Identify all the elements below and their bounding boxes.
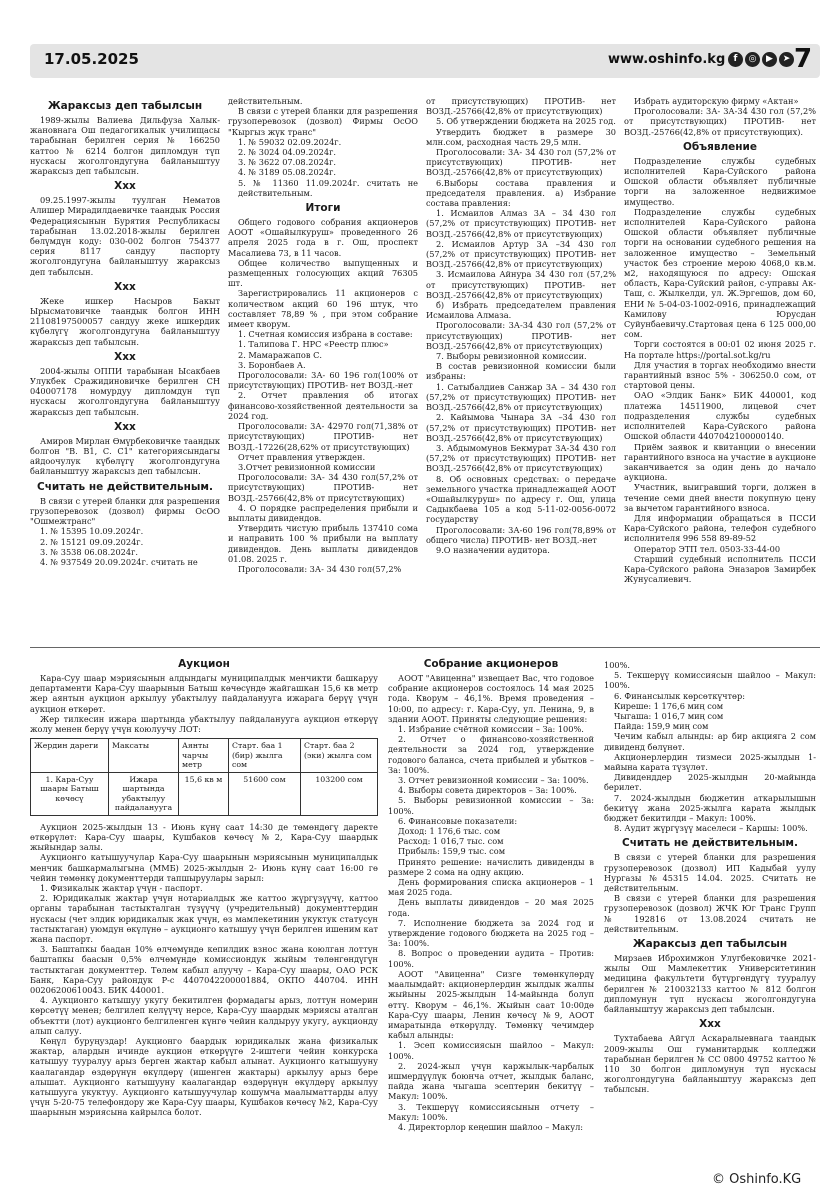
table-header: Старт. баа 2 (эки) жылга сом bbox=[301, 739, 378, 773]
table-header: Жердин дареги bbox=[31, 739, 109, 773]
notice-text: 8. Об основных средствах: о передаче земельного участка принадлежащей АООТ «Ошайылкуруш» по адресу г. Ош, улица Садыкбаева 105 а код 5-11-02-0056-0072 государству bbox=[426, 473, 616, 525]
notice-text: Оператор ЭТП тел. 0503-33-44-00 bbox=[634, 543, 781, 554]
notice-text: 1. Исмаилов Алмаз 3А – 34 430 гол (57,2% от присутствующих) ПРОТИВ- нет ВОЗД.-25766(42,8% от присутствующих) bbox=[426, 208, 616, 239]
list-item: 3. № 3538 06.08.2024г. bbox=[40, 546, 138, 557]
meeting-text: Доход: 1 176,6 тыс. сом bbox=[398, 826, 501, 837]
youtube-icon[interactable]: ▶ bbox=[762, 52, 777, 67]
auction-text: Аукционго катышуучулар Кара-Суу шаарынын мэриясынын муниципалдык менчик башкармалыгына (ММБ) 2025-жылдын 2- Июнь күнү саат 16:00 гө чейин төмөнкү документтерди тапшыруулары зарыл: bbox=[30, 852, 378, 883]
notice-text: 1. Сатыбалдиев Санжар 3А – 34 430 гол (57,2% от присутствующих) ПРОТИВ- нет ВОЗД.-25766(42,8% от присутствующих) bbox=[426, 381, 616, 413]
notice-text: Акционерлердин тизмеси 2025-жылдын 1-майына карата түзүлөт. bbox=[604, 751, 816, 773]
notice-text: Подразделение службы судебных исполнителей Кара-Суйского района Ошской области объявляет публичные торги на основании судебного решения на заложенное имущество – Земельный участок без строение мерою 4068,0 кв.м. м2, находящуюся по адресу: Ошская область, Кара-Суйский район, с-управы Ак-Таш, с. Жылкелди, ул. Ж.Эргешов, дом 60, ЕНИ № 5-04-03-1002-0916, принадлежащий Камилову Юрусдан Суйунбаевичу.Стартовая цена 6 125 000,00 сом. bbox=[624, 206, 816, 340]
list-item: 1. Талипова Г. НРС «Реестр плюс» bbox=[238, 339, 389, 350]
notice-text: Проголосовали: 3А- 60 196 гол(100% от присутствующих) ПРОТИВ- нет ВОЗД.-нет bbox=[228, 370, 418, 391]
list-item: 2. № 3024 04.09.2024г. bbox=[238, 147, 336, 158]
notice-text: Утвердить бюджет в размере 30 млн.сом, расходная часть 29,5 млн. bbox=[426, 126, 616, 147]
separator-xxx: Ххх bbox=[114, 280, 136, 293]
notice-text: Жеке ишкер Насыров Бакыт Ырысматовичке таандык болгон ИНН 21108197500057 сандуу жеке ишкердик күбөлүгү жоголгондугуна байланыштуу жараксыз деп табылсын. bbox=[30, 295, 220, 347]
notice-text: Старший судебный исполнитель ПССИ Кара-Суйского района Эназаров Замирбек Жунусалиевич. bbox=[624, 553, 816, 585]
table-cell: 1. Кара-Суу шаары Батыш көчөсү bbox=[31, 772, 109, 815]
notice-text: Проголосовали: 3А- 3А-34 430 гол (57,2% от присутствующих) ПРОТИВ- нет ВОЗД.-25766(42,8% от присутствующих). bbox=[624, 106, 816, 137]
notice-text: Общее количество выпущенных и размещенных голосующих акций 76305 шт. bbox=[228, 257, 418, 289]
table-header-row bbox=[31, 739, 378, 773]
list-item: 3. № 3622 07.08.2024г. bbox=[238, 157, 336, 168]
auction-text: 2. Юридикалык жактар үчүн нотариалдык же каттоо жүргүзүүчү, каттоо органы тарабынан тастыкталган түзүүчү (учредительный) документтердин нускасы (чет элдик юридикалык жак үчүн, өз мамлекетинин укуктук статусун тастыктаган) уюмдун өкүлүнө – аукционго катышуу үчүн берилген ишеним кат жана паспорт. bbox=[30, 893, 378, 944]
notice-text: В связи с утерей бланки для разрешения грузоперевозок (дозвол) фирмы ОсОО "Ошмежтранс" bbox=[30, 495, 220, 527]
list-item: 3. Боронбаев А. bbox=[238, 359, 306, 370]
meeting-text: 4. Выборы совета директоров – За: 100%. bbox=[398, 785, 577, 796]
telegram-icon[interactable]: ➤ bbox=[779, 52, 794, 67]
meeting-text: День формирования списка акционеров – 1 мая 2025 года. bbox=[388, 877, 594, 898]
meeting-text: 3. Текшерүү комиссиясынын отчету – Макул: 100%. bbox=[388, 1101, 594, 1122]
meeting-text: 2. 2024-жыл үчүн каржылык-чарбалык ишмердүүлүк боюнча отчет, жылдык баланс, пайда жана чыгаша эсептерин бекитүү – Макул: 100%. bbox=[388, 1060, 594, 1102]
meeting-text: 5. Выборы ревизионной комиссии – За: 100%. bbox=[388, 795, 594, 816]
column-3 bbox=[426, 96, 616, 641]
shareholders-meeting-section bbox=[388, 654, 594, 1166]
section-divider bbox=[30, 647, 820, 648]
notice-text: 5. Текшерүү комиссиясын шайлоо – Макул: 100%. bbox=[604, 670, 816, 691]
issue-date: 17.05.2025 bbox=[44, 50, 139, 68]
notice-text: ОАО «Элдик Банк» БИК 440001, код платежа 14511900, лицевой счет подразделения службы судебных исполнителей Кара-Суйского района Ошской области 4407042100000140. bbox=[624, 390, 816, 442]
notice-text: В связи с утерей бланки для разрешения грузоперевозок (дозвол) Фирмы ОсОО "Кыргыз жүк транс" bbox=[228, 106, 418, 137]
notice-text: Чыгаша: 1 016,7 миң сом bbox=[614, 711, 724, 722]
site-url[interactable]: www.oshinfo.kg bbox=[608, 52, 726, 67]
notice-text: действительным. bbox=[228, 96, 303, 106]
notice-text: Проголосовали: 3А- 34 430 гол (57,2% от присутствующих) ПРОТИВ- нет ВОЗД.-25766(42,8% от присутствующих) bbox=[426, 147, 616, 178]
column-1 bbox=[30, 96, 220, 641]
list-item: 4. № 937549 20.09.2024г. считать не bbox=[40, 556, 198, 567]
facebook-icon[interactable]: f bbox=[728, 52, 743, 67]
itogi-heading: Итоги bbox=[305, 202, 341, 215]
notice-text: 3.Отчет ревизионной комиссии bbox=[238, 461, 376, 472]
separator-xxx: Ххх bbox=[114, 350, 136, 363]
separator-xxx: Ххх bbox=[114, 180, 136, 193]
auction-text: Жер тилкесин ижара шартында убактылуу пайдаланууга аукцион өткөрүү жолу менен берүү үчүн коюлуучу ЛОТ: bbox=[30, 713, 378, 735]
table-header: Аянты чарчы метр bbox=[179, 739, 229, 773]
auction-text: Аукцион 2025-жылдын 13 - Июнь күнү саат 14:30 де төмөндөгү даректе өткөрүлөт: Кара-Суу шаары, Кушбаков көчөсү №2, Кара-Суу шаардык жыйындар залы. bbox=[30, 821, 378, 853]
notice-text: Проголосовали: 3А- 42970 гол(71,38% от присутствующих) ПРОТИВ- нет ВОЗД.-17226(28,62% от присутствующих) bbox=[228, 421, 418, 452]
notice-text: 2. Исмаилов Артур 3А –34 430 гол (57,2% от присутствующих) ПРОТИВ- нет ВОЗД.-25766(42,8% от присутствующих) bbox=[426, 238, 616, 270]
column-7 bbox=[604, 660, 816, 1166]
notice-heading: Жараксыз деп табылсын bbox=[632, 938, 788, 951]
notice-text: 2. Отчет правления об итогах финансово-хозяйственной деятельности за 2024 год. bbox=[228, 390, 418, 421]
instagram-icon[interactable]: ◎ bbox=[745, 52, 760, 67]
notice-text: Проголосовали: 3А- 34 430 гол(57,2% bbox=[238, 563, 402, 574]
notice-heading: Считать не действительным. bbox=[622, 837, 798, 850]
notice-text: Для информации обращаться в ПССИ Кара-Суйского района, телефон судебного исполнителя 996 558 89-89-52 bbox=[624, 512, 816, 544]
meeting-text: 7. Исполнение бюджета за 2024 год и утверждение годового бюджета на 2025 год – За: 100%. bbox=[388, 917, 594, 949]
notice-text: 6. Финансылык көрсөткүчтөр: bbox=[614, 690, 745, 701]
meeting-text: Прибыль: 159,9 тыс. сом bbox=[398, 846, 506, 857]
notice-text: 7. 2024-жылдын бюджетин аткарылышын бекитүү жана 2025-жылга карата жылдык бюджет бекитилди – Макул: 100%. bbox=[604, 792, 816, 824]
notice-text: 9.О назначении аудитора. bbox=[436, 544, 550, 555]
column-2 bbox=[228, 96, 418, 641]
meeting-text: АООТ "Авиценна" извещает Вас, что годовое собрание акционеров состоялось 14 мая 2025 года. Кворум – 46,1%. Время проведения – 10:00, по адресу: г. Кара-Суу, ул. Ленина, 9, в здании АООТ. Приняты следующие решения: bbox=[388, 673, 594, 724]
meeting-text: Расход: 1 016,7 тыс. сом bbox=[398, 836, 504, 847]
notice-text: Чечим кабыл алынды: ар бир акцияга 2 сом дивиденд бөлүнөт. bbox=[604, 731, 816, 752]
list-item: 5. № 11360 11.09.2024г. считать не действительным. bbox=[238, 177, 418, 198]
meeting-text: АООТ "Авиценна" Сизге төмөнкүлөрдү маалымдайт: акционерлердин жылдык жалпы жыйыны 2025-жылдын 14-майында болуп өттү. Кворум – 46,1%. Жыйын саат 10:00дө Кара-Суу шаары, Ленин көчөсү №9, АООТ имаратында өткөрүлдү. Төмөнкү чечимдер кабыл алынды: bbox=[388, 968, 594, 1041]
notice-text: 09.25.1997-жылы туулган Нематов Алишер Мирадилдаевичке таандык Россия Федерациясынын Бурятия Республикасы тарабынан 13.02.2018-жылы берилген бөлүмдүн коду: 030-002 болгон 754377 серия 8117 сандуу паспорту жоголгондугуна байланыштуу жараксыз деп табылсын. bbox=[30, 195, 220, 277]
notice-text: Для участия в торгах необходимо внести гарантийный взнос 5% - 306250.0 сом, от стартовой цены. bbox=[624, 359, 816, 391]
notice-text: 2004-жылы ОППИ тарабынан Ысакбаев Улукбек Сражидиновичке берилген СН 040007178 номурдуу дипломдун түп нускасы жоголгондугуна байланыштуу жараксыз деп табылсын. bbox=[30, 365, 220, 417]
separator-xxx: Ххх bbox=[114, 420, 136, 433]
notice-text: Проголосовали: 3А-60 196 гол(78,89% от общего числа) ПРОТИВ- нет ВОЗД.-нет bbox=[426, 524, 616, 545]
notice-text: Зарегистрировались 11 акционеров с количеством акций 60 196 штук, что составляет 78,89 % , при этом собрание имеет кворум. bbox=[228, 288, 418, 330]
meeting-text: 8. Вопрос о проведении аудита – Против: 100%. bbox=[388, 948, 594, 969]
notice-text: Участник, выигравший торги, должен в течение семи дней внести покупную цену за вычетом гарантийного взноса. bbox=[624, 482, 816, 513]
social-icons bbox=[728, 52, 794, 67]
meeting-text: Принято решение: начислить дивиденды в размере 2 сома на одну акцию. bbox=[388, 856, 594, 877]
notice-text: 3. Исмаилова Айнура 34 430 гол (57,2% от присутствующих) ПРОТИВ- нет ВОЗД.-25766(42,8% от присутствующих) bbox=[426, 269, 616, 300]
list-item: 2. Мамаражапов С. bbox=[238, 349, 322, 360]
notice-text: Отчет правления утвержден. bbox=[238, 451, 366, 462]
meeting-text: 2. Отчет о финансово-хозяйственной деятельности за 2024 год, утверждение годового баланса, счета прибылей и убытков – За: 100%. bbox=[388, 734, 594, 775]
list-item: 1. № 59032 02.09.2024г. bbox=[238, 136, 342, 147]
meeting-text: 3. Отчет ревизионной комиссии – За: 100%. bbox=[398, 775, 589, 786]
auction-heading: Аукцион bbox=[178, 658, 230, 670]
table-header: Максаты bbox=[109, 739, 179, 773]
notice-text: 6.Выборы состава правления и председателя правления. а) Избрание состава правления: bbox=[426, 177, 616, 209]
table-row bbox=[31, 772, 378, 815]
notice-text: 4. О порядке распределения прибыли и выплаты дивидендов. bbox=[228, 502, 418, 523]
auction-text: 4. Аукционго катышуу укугу бекитилген формадагы арыз, лоттун номерин көрсөтүү менен; белгилеп келүүчү нерсе, Кара-Суу шаардык мэриясы аталган объектти (лот) аукционго белгиленген күнгө чейин калдыруу укугу, аукционду алып салуу. bbox=[30, 995, 378, 1036]
notice-text: Утвердить чистую прибыль 137410 сома и направить 100 % прибыли на выплату дивидендов. День выплаты дивидендов 01.08. 2025 г. bbox=[228, 523, 418, 564]
auction-text: 3. Баштапкы баадан 10% өлчөмүндө кепилдик взнос жана коюлган лоттун баштапкы баасын 0,5% өлчөмүндө комиссиондук жыйым төлөнгөндүгүн тастыктаган документтер. Төлөм кабыл алуучу – Кара-Суу шаары, ОАО РСК Банк, Кара-Суу райондук Р-с 4407042200001884, ОКПО 440704. ИНН 00206200610043. БИК 440001. bbox=[30, 944, 378, 995]
notice-text: 1989-жылы Валиева Дильфуза Халык-жановнага Ош педагогикалык училищасы тарабынан берилген серия № 166250 каттоо № 6214 болгон дипломдун түп нускасы жоголгондугуна байланыштуу жараксыз деп табылсын. bbox=[30, 115, 220, 177]
notice-text: б) Избрать председателем правления Исмаилова Алмаза. bbox=[426, 300, 616, 321]
notice-text: Избрать аудиторскую фирму «Актан» bbox=[634, 96, 799, 106]
meeting-text: 1. Избрание счётной комиссии – За: 100%. bbox=[398, 724, 584, 735]
meeting-text: 6. Финансовые показатели: bbox=[398, 815, 518, 826]
auction-section bbox=[30, 654, 378, 1166]
page-number: 7 bbox=[794, 44, 813, 74]
announcement-heading: Объявление bbox=[682, 140, 758, 153]
notice-text: В связи с утерей бланки для разрешения грузоперевозок (дозвол) ЖЧК Юг Транс Групп № 192816 от 13.08.2024 считать не действительным. bbox=[604, 893, 816, 934]
notice-heading: Жараксыз деп табылсын bbox=[47, 100, 203, 112]
auction-text: 1. Физикалык жактар үчүн - паспорт. bbox=[40, 882, 203, 893]
notice-text: Общего годового собрания акционеров АООТ «Ошайылкуруш» проведенного 26 апреля 2025 года в г. Ош, проспект Масалиева 73, в 11 часов. bbox=[228, 217, 418, 258]
notice-heading: Считать не действительным. bbox=[37, 480, 213, 493]
notice-text: 1. Счетная комиссия избрана в составе: bbox=[238, 329, 413, 340]
copyright-watermark: © Oshinfo.KG bbox=[712, 1172, 802, 1187]
table-cell: Ижара шартында убактылуу пайдаланууга bbox=[109, 772, 179, 815]
notice-text: Подразделение службы судебных исполнителей Кара-Суйского района Ошской области объявляет публичные торги на заложенное недвижимое имущество. bbox=[624, 155, 816, 207]
auction-text: Кара-Суу шаар мэриясынын алдындагы муниципалдык менчикти башкаруу департаменти Кара-Суу шаарынын Батыш көчөсүндө жайгашкан 15,6 кв метр жер аянтын аукцион аркылуу убактылуу пайдаланууга ижарага берүү үчүн аукцион өткөрөт. bbox=[30, 673, 378, 714]
column-4 bbox=[624, 96, 816, 641]
list-item: 2. № 15121 09.09.2024г. bbox=[40, 536, 144, 547]
meeting-heading: Собрание акционеров bbox=[423, 658, 559, 670]
notice-text: Киреше: 1 176,6 миң сом bbox=[614, 700, 724, 711]
lot-table bbox=[30, 738, 378, 816]
notice-text: от присутствующих) ПРОТИВ- нет ВОЗД.-25766(42,8% от присутствующих) bbox=[426, 96, 616, 117]
notice-text: Проголосовали: 3А- 34 430 гол(57,2% от присутствующих) ПРОТИВ- нет ВОЗД.-25766(42,8% от присутствующих) bbox=[228, 472, 418, 503]
notice-text: 100%. bbox=[604, 660, 631, 670]
notice-text: 7. Выборы ревизионной комиссии. bbox=[436, 351, 587, 362]
notice-text: В состав ревизионной комиссии были избраны: bbox=[426, 361, 616, 382]
notice-text: Амиров Мирлан Өмүрбековичке таандык болгон "В. В1, С. С1" категориясындагы айдоочулук күбөлүгү жоголгондугуна байланыштуу жараксыз деп табылсын. bbox=[30, 435, 220, 477]
meeting-text: День выплаты дивидендов – 20 мая 2025 года. bbox=[388, 897, 594, 918]
notice-text: 8. Аудит жүргүзүү маселеси – Каршы: 100%. bbox=[614, 823, 808, 834]
list-item: 1. № 15395 10.09.2024г. bbox=[40, 526, 144, 537]
notice-text: Мирзаев Иброхимжон Улугбековичке 2021-жылы Ош Мамлекеттик Университетинин медицина факультети бүтүргөндүгү тууралуу берилген № 210032133 каттоо № 812 болгон дипломунун түп нускасы жоголгондугуна байланыштуу жараксыз деп табылсын. bbox=[604, 953, 816, 1015]
table-cell: 51600 сом bbox=[229, 772, 301, 815]
notice-text: Проголосовали: 3А-34 430 гол (57,2% от присутствующих) ПРОТИВ- нет ВОЗД.-25766(42,8% от присутствующих) bbox=[426, 320, 616, 351]
page-header bbox=[30, 44, 820, 78]
notice-text: 5. Об утверждении бюджета на 2025 год. bbox=[436, 116, 616, 127]
notice-text: 2. Кайымова Чынара 3А –34 430 гол (57,2% от присутствующих) ПРОТИВ- нет ВОЗД.-25766(42,8% от присутствующих) bbox=[426, 412, 616, 443]
table-cell: 103200 сом bbox=[301, 772, 378, 815]
notice-text: 3. Абдымомунов Бекмурат 3А-34 430 гол (57,2% от присутствующих) ПРОТИВ- нет ВОЗД.-25766(42,8% от присутствующих) bbox=[426, 442, 616, 474]
notice-text: Торги состоятся в 00:01 02 июня 2025 г. На портале https://portal.sot.kg/ru bbox=[624, 339, 816, 360]
table-header: Старт. баа 1 (бир) жылга сом bbox=[229, 739, 301, 773]
notice-text: Пайда: 159,9 миң сом bbox=[614, 721, 709, 732]
meeting-text: 4. Директорлор кеңешин шайлоо – Макул: bbox=[398, 1121, 584, 1132]
auction-text: Көңүл буруңуздар! Аукционго баардык юридикалык жана физикалык жактар, алардын ичинде аукцион өткөрүүгө 2-иштеги чейин конкурска катышуу тууралуу арыз берген жактар кабыл алынат. Аукционго катышууну каалагандар өздөрүнүн өкүлдөрү (ишенген жактары) аркылуу арыз бере алышат. Аукционго катышууну каалагандар өздөрүнүн өкүлдөрү аркылуу катышууга укуктуу. Аукционго катышуучулар кошумча маалыматтарды алуу үчүн 5-20-75 телефондору же Кара-Суу шаары, Кушбаков көчөсү №2, Кара-Суу шаарынын мэриясына кайрылса болот. bbox=[30, 1035, 378, 1118]
table-cell: 15,6 кв м bbox=[179, 772, 229, 815]
separator-xxx: Ххх bbox=[699, 1018, 721, 1031]
notice-text: Приём заявок и квитанции о внесении гарантийного взноса на участие в аукционе заканчивается за один день до начало аукциона. bbox=[624, 441, 816, 483]
list-item: 4. № 3189 05.08.2024г. bbox=[238, 167, 336, 178]
notice-text: Дивиденддер 2025-жылдын 20-майында берилет. bbox=[604, 772, 816, 793]
notice-text: Тухтабаева Айгүл Аскаралыевнага таандык 2009-жылы Ош гуманитардык колледжи тарабынан берилген № СС 0800 49752 каттоо № 110 30 болгон дипломунун түп нускасы жоголгондугуна байланыштуу жараксыз деп табылсын. bbox=[604, 1033, 816, 1095]
notice-text: В связи с утерей бланки для разрешения грузоперевозок (дозвол) ИП Кадыбай уулу Нургазы №45315 14.04. 2025. Считать не действительным. bbox=[604, 852, 816, 894]
meeting-text: 1. Эсеп комиссиясын шайлоо – Макул: 100%. bbox=[388, 1040, 594, 1061]
